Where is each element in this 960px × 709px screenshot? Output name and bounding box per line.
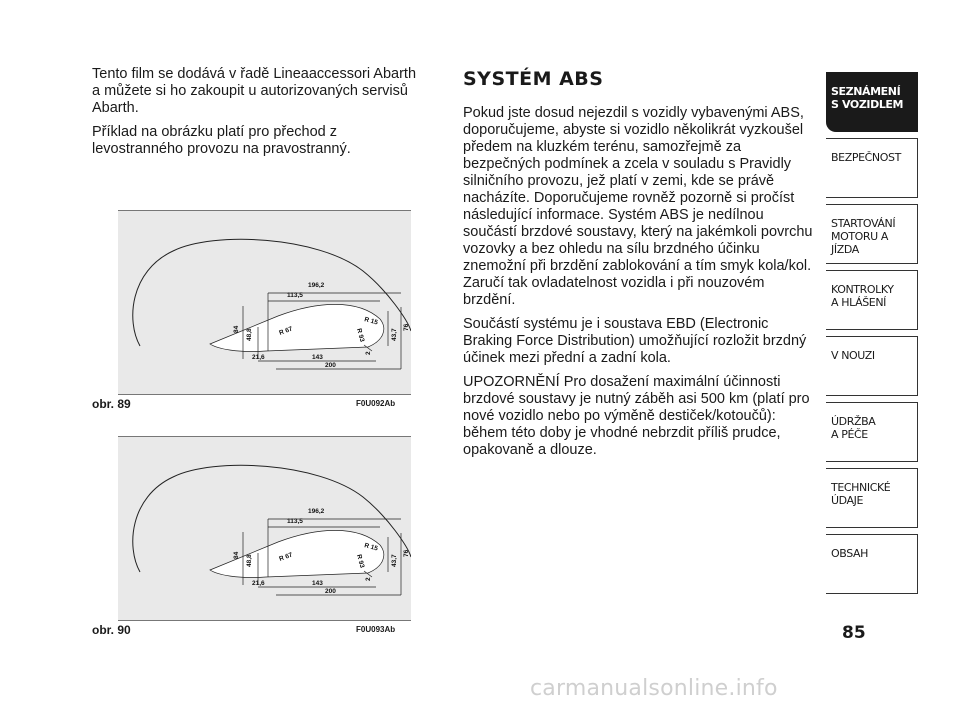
tab-label: V NOUZI — [831, 349, 875, 362]
tab-label: TECHNICKÉ ÚDAJE — [831, 481, 891, 507]
dim-21: 21,6 — [252, 354, 265, 361]
dim-200: 200 — [325, 362, 336, 369]
dim-43: 43,7 — [391, 554, 398, 567]
intro-paragraph: Tento film se dodává v řadě Lineaaccessori Abarth a můžete si ho zakoupit u autorizovaných servisů Abarth. — [92, 66, 417, 116]
dim-76: 76 — [403, 549, 410, 557]
tab-bezpecnost[interactable] — [826, 138, 918, 198]
watermark: carmanualsonline.info — [530, 676, 778, 701]
figure-89-diagram — [118, 210, 411, 395]
tab-label: SEZNÁMENÍ S VOZIDLEM — [831, 85, 904, 111]
dim-48: 48,8 — [246, 554, 253, 567]
radius-15: R 15 — [363, 316, 379, 327]
figure-90-code: F0U093Ab — [356, 625, 396, 634]
tab-label: BEZPEČNOST — [831, 151, 901, 164]
tab-label: STARTOVÁNÍ MOTORU A JÍZDA — [831, 217, 896, 256]
dim-21: 21,6 — [252, 580, 265, 587]
abs-section-text — [463, 105, 815, 466]
dim-143: 143 — [312, 354, 323, 361]
figure-89-code: F0U092Ab — [356, 399, 396, 408]
dim-2: 2 — [365, 351, 372, 355]
dim-2: 2 — [365, 577, 372, 581]
dim-196: 196,2 — [308, 508, 325, 515]
abs-paragraph-2: Součástí systému je i soustava EBD (Electronic Braking Force Distribution) umožňující rozložit brzdný účinek mezi přední a zadní kola. — [463, 316, 807, 366]
dim-196: 196,2 — [308, 282, 325, 289]
example-paragraph: Příklad na obrázku platí pro přechod z levostranného provozu na pravostranný. — [92, 124, 351, 157]
headlight-mask-diagram-90 — [118, 437, 411, 620]
chapter-tabs — [826, 72, 918, 600]
tab-obsah[interactable] — [826, 534, 918, 594]
page-number: 85 — [842, 623, 866, 643]
tab-seznameni-s-vozidlem[interactable] — [826, 72, 918, 132]
tab-kontrolky-a-hlaseni[interactable] — [826, 270, 918, 330]
dim-48: 48,8 — [246, 328, 253, 341]
dim-43: 43,7 — [391, 328, 398, 341]
radius-67: R 67 — [278, 325, 294, 337]
figure-90-label: obr. 90 — [92, 623, 131, 637]
tab-technicke-udaje[interactable] — [826, 468, 918, 528]
dim-113: 113,5 — [287, 518, 303, 525]
tab-label: ÚDRŽBA A PÉČE — [831, 415, 876, 441]
dim-76: 76 — [403, 323, 410, 331]
dim-84: 84 — [233, 325, 240, 333]
dim-200: 200 — [325, 588, 336, 595]
radius-93: R 93 — [355, 327, 366, 343]
figure-89-label: obr. 89 — [92, 397, 131, 411]
dim-113: 113,5 — [287, 292, 303, 299]
radius-15: R 15 — [363, 542, 379, 553]
figure-90-diagram — [118, 436, 411, 621]
dim-84: 84 — [233, 551, 240, 559]
left-column-text — [92, 66, 422, 165]
abs-paragraph-3: UPOZORNĚNÍ Pro dosažení maximální účinnosti brzdové soustavy je nutný záběh asi 500 km (platí pro nové vozidlo nebo po výměně destiček/kotoučů): během této doby je vhodné nebrzdit příliš prudce, opakovaně a dlouze. — [463, 374, 810, 458]
tab-udrzba-a-pece[interactable] — [826, 402, 918, 462]
tab-v-nouzi[interactable] — [826, 336, 918, 396]
radius-93: R 93 — [355, 553, 366, 569]
abs-paragraph-1: Pokud jste dosud nejezdil s vozidly vybavenými ABS, doporučujeme, abyste si vozidlo několikrát vyzkoušel předem na kluzkém terénu, samozřejmě za bezpečných podmínek a zcela v souladu s Pravidly silničního provozu, jež platí v zemi, kde se právě nacházíte. Doporučujeme rovněž pozorně si pročíst následující informace. Systém ABS je nedílnou součástí brzdové soustavy, který na jakémkoli povrchu vozovky a bez ohledu na sílu brzdného účinku znemožní při brzdění zablokování a tím smyk kola/kol. Zaručí tak ovladatelnost vozidla i při nouzovém brzdění. — [463, 105, 813, 308]
radius-67: R 67 — [278, 551, 294, 563]
tab-startovani-motoru-a-jizda[interactable] — [826, 204, 918, 264]
tab-label: OBSAH — [831, 547, 868, 560]
section-title: SYSTÉM ABS — [463, 68, 604, 90]
tab-label: KONTROLKY A HLÁŠENÍ — [831, 283, 894, 309]
dim-143: 143 — [312, 580, 323, 587]
headlight-mask-diagram-89 — [118, 211, 411, 394]
